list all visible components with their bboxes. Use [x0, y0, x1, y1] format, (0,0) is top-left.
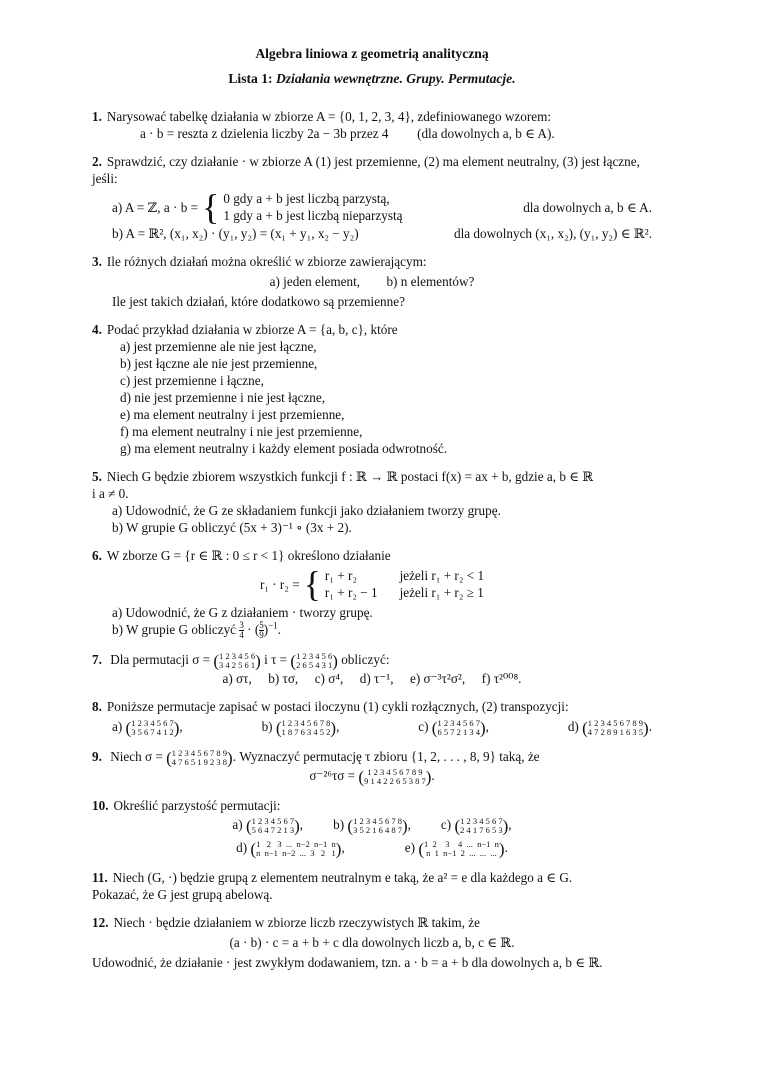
list-item: g) ma element neutralny i każdy element posiada odwrotność. [120, 441, 448, 456]
perm-d: d) ( 1 2 3 4 5 6 7 8 9 4 7 2 8 9 1 6 3 5 ). [567, 718, 652, 738]
problem-items: a) στ, b) τσ, c) σ⁴, d) τ⁻¹, e) σ⁻³τ²σ², f) τ²⁰⁰⁸. [222, 671, 522, 687]
problem-text: Podać przykład działania w zbiorze A = {a, b, c}, które [106, 322, 398, 337]
perm-c: c) ( 1 2 3 4 5 6 7 2 4 1 7 6 5 3 ), [440, 816, 512, 836]
perm-bottom: 6 5 7 2 1 3 4 [437, 727, 480, 738]
perm-end: , [336, 719, 340, 735]
subproblem-a: a) Udowodnić, że G ze składaniem funkcji jako działaniem tworzy grupę. [112, 503, 501, 518]
equation-lhs: σ⁻²⁶τσ = [309, 768, 356, 784]
perm-top: 1 2 3 4 5 6 7 8 9 [171, 748, 228, 759]
document-title: Algebra liniowa z geometrią analityczną [255, 46, 489, 61]
perm-label: c) [418, 719, 429, 735]
problem-8-perms [92, 718, 652, 737]
perm-top: 1 2 3 4 5 6 7 [251, 816, 295, 827]
case-1: r₁ + r₂ [324, 568, 357, 583]
perm-bottom: n 1 n−1 2 ... ... ... [426, 848, 497, 859]
equation-end: . [431, 768, 435, 784]
problem-text-suffix: obliczyć: [341, 652, 390, 668]
perm-end: , [179, 719, 183, 735]
perm-e: e) ( 1 2 3 4 ... n−1 n n 1 n−1 2 ... ... ... ). [404, 839, 508, 859]
perm-bottom: 9 1 4 2 2 6 5 3 8 7 [364, 776, 426, 787]
problem-10-row-1 [92, 816, 652, 835]
problem-number: 7. [92, 652, 102, 668]
perm-bottom: 1 8 7 6 3 4 5 2 [281, 727, 331, 738]
problem-4-list [92, 338, 652, 457]
perm-label: a) [232, 817, 243, 833]
perm-a: a) ( 1 2 3 4 5 6 7 3 5 6 7 4 1 2 ), [112, 718, 183, 738]
fraction-numerator: 5 [259, 620, 264, 631]
problem-9: 9. Niech σ = ( 1 2 3 4 5 6 7 8 9 4 7 6 5 1 9 2 3 8 ). Wyznaczyć permutację τ zbioru {1, 2, . . . , 8, 9} taką, że σ⁻²⁶τσ = ( 1 2 3 4 5 6 7 8 9 9 1 4 2 2 6 5 3 8 7 ). [92, 748, 652, 786]
perm-a: a) ( 1 2 3 4 5 6 7 5 6 4 7 2 1 3 ), [232, 816, 304, 836]
subproblem-b-prefix: b) W grupie G obliczyć [112, 622, 237, 637]
perm-top: 1 2 3 4 5 6 7 [437, 718, 480, 729]
perm-bottom: n n−1 n−2 ... 3 2 1 [256, 848, 336, 859]
problem-6-formula [92, 566, 652, 602]
problem-2a [92, 189, 652, 225]
problem-text: Niech σ = [110, 749, 163, 765]
problem-number: 12. [92, 915, 109, 931]
list-item: a) jest przemienne ale nie jest łączne, [120, 339, 317, 354]
list-item: c) jest przemienne i łączne, [120, 373, 264, 388]
perm-end: . [504, 840, 508, 856]
left-brace: { [202, 187, 220, 227]
list-item: f) ma element neutralny i nie jest przemienne, [120, 424, 363, 439]
list-item: b) jest łączne ale nie jest przemienne, [120, 356, 318, 371]
subtitle-prefix: Lista 1: [228, 71, 273, 86]
problem-2 [92, 153, 652, 242]
perm-d: d) ( 1 2 3 ... n−2 n−1 n n n−1 n−2 ... 3 2 1 ), [236, 839, 345, 859]
problem-number: 2. [92, 154, 102, 169]
problem-number: 4. [92, 322, 102, 337]
problem-number: 9. [92, 749, 102, 765]
perm-top: 1 2 3 4 5 6 [219, 651, 256, 662]
perm-bottom: 4 7 6 5 1 9 2 3 8 [171, 757, 228, 768]
fraction-denominator: 4 [239, 630, 244, 641]
problem-text: Niech (G, ·) będzie grupą z elementem neutralnym e taką, że a² = e dla każdego a ∈ G. [112, 870, 573, 886]
problem-number: 8. [92, 699, 102, 715]
problem-text: Narysować tabelkę działania w zbiorze A = {0, 1, 2, 3, 4}, zdefiniowanego wzorem: [106, 109, 552, 124]
case-lhs: r₁ · r₂ = [259, 576, 300, 592]
perm-bottom: 5 6 4 7 2 1 3 [251, 825, 295, 836]
problem-10-row-2 [92, 839, 652, 858]
problem-number: 1. [92, 109, 102, 124]
problem-7: 7. Dla permutacji σ = ( 1 2 3 4 5 6 3 4 2 5 6 1 ) i τ = ( 1 2 3 4 5 6 2 6 5 4 3 1 ) obliczyć: a) στ, b) τσ, c) σ⁴, d) τ⁻¹, e) σ⁻³τ²σ², f) τ²⁰⁰⁸. [92, 651, 652, 687]
problem-number: 10. [92, 798, 109, 814]
perm-top: 1 2 3 4 5 6 7 8 [353, 816, 402, 827]
problem-text: Ile różnych działań można określić w zbiorze zawierającym: [106, 254, 427, 269]
permutation-sigma [219, 652, 255, 670]
problem-text: Określić parzystość permutacji: [113, 798, 281, 814]
problem-4 [92, 321, 652, 457]
problem-text: Niech · będzie działaniem w zbiorze liczb rzeczywistych ℝ takim, że [113, 915, 480, 931]
perm-bottom: 2 4 1 7 6 5 3 [460, 825, 503, 836]
case-1: 0 gdy a + b jest liczbą parzystą, [223, 191, 390, 206]
problem-10 [92, 797, 652, 858]
fraction [239, 621, 244, 640]
permutation-tau [296, 652, 332, 670]
problem-2b [92, 225, 652, 242]
problem-1 [92, 108, 652, 142]
perm-end: . [648, 719, 652, 735]
perm-label: b) [333, 817, 345, 833]
case-condition: dla dowolnych a, b ∈ A. [523, 199, 652, 215]
perm-label: a) [112, 719, 123, 735]
problem-3 [92, 253, 652, 310]
perm-top: 1 2 3 4 5 6 7 8 9 [587, 718, 644, 729]
problem-text: Sprawdzić, czy działanie · w zbiorze A (1) jest przemienne, (2) ma element neutralny, (3) jest łączne, jeśli: [92, 154, 640, 186]
perm-bottom: 3 4 2 5 6 1 [219, 660, 256, 671]
case-1-condition: jeżeli r₁ + r₂ < 1 [399, 568, 485, 583]
permutation-sigma [172, 749, 227, 767]
subproblem-a: a) Udowodnić, że G z działaniem · tworzy grupę. [112, 605, 373, 620]
perm-bottom: 2 6 5 4 3 1 [296, 660, 333, 671]
problem-options: a) jeden element, b) n elementów? [269, 274, 475, 289]
fraction [259, 621, 264, 640]
problem-equation: σ⁻²⁶τσ = ( 1 2 3 4 5 6 7 8 9 9 1 4 2 2 6 5 3 8 7 ). [309, 767, 435, 787]
perm-end: , [485, 719, 489, 735]
perm-top: 1 2 3 4 5 6 7 8 [281, 718, 331, 729]
problem-text: W zborze G = {r ∈ ℝ : 0 ≤ r < 1} określono działanie [106, 548, 391, 563]
left-brace: { [303, 564, 321, 604]
perm-b: b) ( 1 2 3 4 5 6 7 8 3 5 2 1 6 4 8 7 ), [333, 816, 411, 836]
perm-bottom: 4 7 2 8 9 1 6 3 5 [587, 727, 644, 738]
problem-note: (dla dowolnych a, b ∈ A). [417, 126, 555, 141]
problem-text-mid: i τ = [264, 652, 288, 668]
problem-text: Dla permutacji σ = [110, 652, 211, 668]
perm-end: , [341, 840, 345, 856]
perm-label: b) [261, 719, 273, 735]
problem-text-2: Udowodnić, że działanie · jest zwykłym dodawaniem, tzn. a · b = a + b dla dowolnych a, b ∈ ℝ. [92, 955, 603, 971]
problem-number: 3. [92, 254, 102, 269]
perm-top: 1 2 3 4 5 6 7 [131, 718, 174, 729]
fraction-denominator: 9 [259, 630, 264, 641]
perm-label: c) [440, 817, 452, 833]
fraction-numerator: 3 [239, 620, 244, 631]
problem-6 [92, 547, 652, 640]
problem-5 [92, 468, 652, 536]
perm-top: 1 2 3 4 5 6 [296, 651, 333, 662]
problem-number: 11. [92, 870, 108, 886]
case-2-condition: jeżeli r₁ + r₂ ≥ 1 [399, 585, 484, 600]
problem-text-2: Pokazać, że G jest grupą abelową. [92, 887, 273, 903]
perm-top: 1 2 3 ... n−2 n−1 n [256, 839, 336, 850]
case-lhs: a) A = ℤ, a · b = [112, 199, 199, 215]
problem-text: Poniższe permutacje zapisać w postaci iloczynu (1) cykli rozłącznych, (2) transpozycji: [106, 699, 569, 715]
subproblem-b-left: b) A = ℝ², (x₁, x₂) · (y₁, y₂) = (x₁ + y₁, x₂ − y₂) [112, 226, 359, 241]
perm-end: , [407, 817, 411, 833]
perm-c: c) ( 1 2 3 4 5 6 7 6 5 7 2 1 3 4 ), [418, 718, 489, 738]
problem-8 [92, 698, 652, 737]
perm-label: d) [567, 719, 579, 735]
perm-top: 1 2 3 4 5 6 7 8 9 [367, 767, 423, 778]
problem-11 [92, 869, 652, 903]
case-2: r₁ + r₂ − 1 [324, 585, 378, 600]
case-2: 1 gdy a + b jest liczbą nieparzystą [223, 208, 403, 223]
problem-text-2: Ile jest takich działań, które dodatkowo są przemienne? [112, 294, 405, 309]
perm-bottom: 3 5 6 7 4 1 2 [131, 727, 174, 738]
list-item: e) ma element neutralny i jest przemienne, [120, 407, 345, 422]
problem-number: 6. [92, 548, 102, 563]
perm-bottom: 3 5 2 1 6 4 8 7 [353, 825, 402, 836]
subproblem-b: b) W grupie G obliczyć (5x + 3)⁻¹ ∘ (3x + 2). [112, 520, 352, 535]
problem-text-suffix: . Wyznaczyć permutację τ zbioru {1, 2, . . . , 8, 9} taką, że [232, 749, 540, 765]
problem-text: Niech G będzie zbiorem wszystkich funkcji f : ℝ → ℝ postaci f(x) = ax + b, gdzie a, b ∈ ℝ [106, 469, 594, 484]
problem-12 [92, 914, 652, 971]
list-item: d) nie jest przemienne i nie jest łączne, [120, 390, 326, 405]
perm-b: b) ( 1 2 3 4 5 6 7 8 1 8 7 6 3 4 5 2 ), [261, 718, 340, 738]
problem-formula: a · b = reszta z dzielenia liczby 2a − 3b przez 4 [140, 126, 389, 141]
document-subtitle [92, 70, 652, 87]
subproblem-b: b) W grupie G obliczyć $\frac{3}{4}$ · ( $\frac{5}{9}$ )$^{-1}$. [112, 620, 281, 641]
perm-end: , [508, 817, 512, 833]
problem-formula: (a · b) · c = a + b + c dla dowolnych liczb a, b, c ∈ ℝ. [229, 935, 515, 951]
perm-top: 1 2 3 4 5 6 7 [460, 816, 503, 827]
subproblem-b-right: dla dowolnych (x₁, x₂), (y₁, y₂) ∈ ℝ². [454, 226, 652, 241]
perm-label: e) [404, 840, 416, 856]
perm-label: d) [236, 840, 248, 856]
problem-text-cont: i a ≠ 0. [92, 486, 129, 501]
perm-top: 1 2 3 4 ... n−1 n [423, 839, 499, 850]
subtitle-topic: Działania wewnętrzne. Grupy. Permutacje. [275, 71, 516, 86]
problem-number: 5. [92, 469, 102, 484]
perm-end: , [299, 817, 304, 833]
